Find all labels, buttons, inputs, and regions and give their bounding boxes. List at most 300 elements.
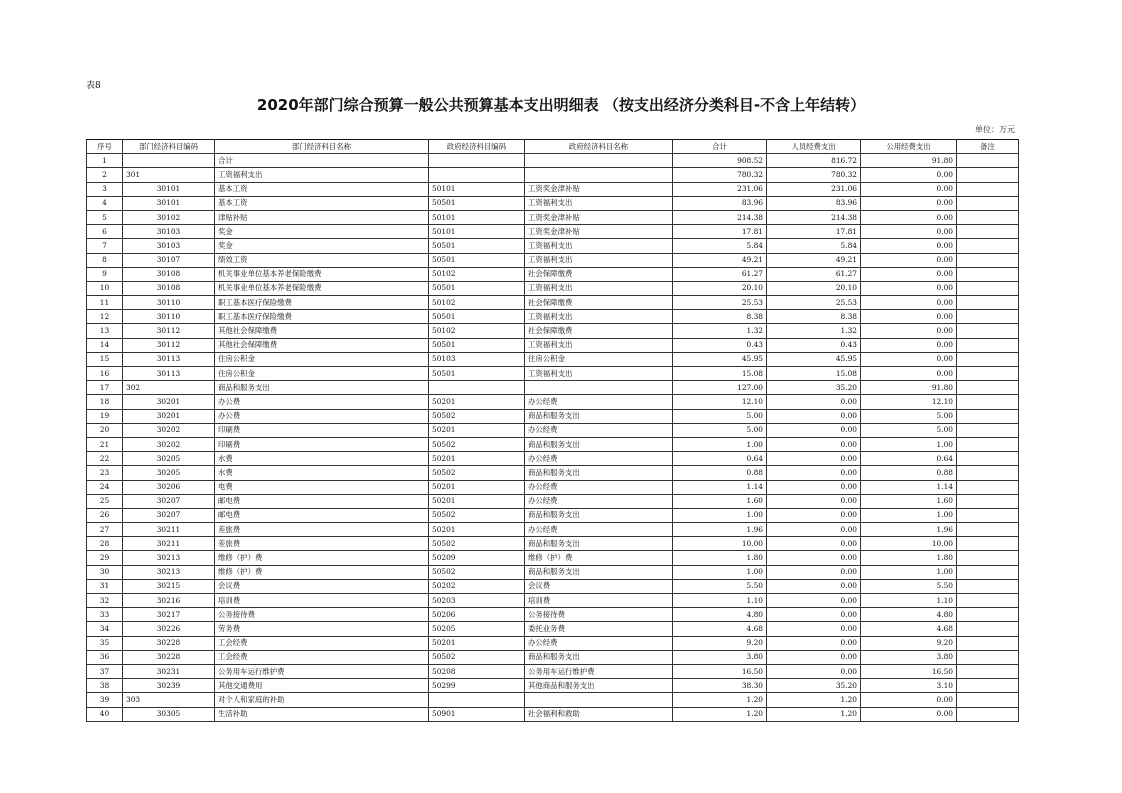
cell-gov-code: 50201 [429,480,525,494]
cell-total: 127.00 [673,381,767,395]
cell-gov-name: 工资奖金津补贴 [525,210,673,224]
table-header-row [87,140,1019,154]
cell-dept-code: 30112 [123,324,215,338]
cell-gov-name: 公务用车运行维护费 [525,664,673,678]
cell-public: 4.68 [861,622,957,636]
cell-gov-code: 50501 [429,367,525,381]
cell-note [957,480,1019,494]
cell-total: 9.20 [673,636,767,650]
cell-total: 1.60 [673,494,767,508]
cell-dept-name: 机关事业单位基本养老保险缴费 [215,267,429,281]
table-row [87,225,1019,239]
table-row [87,324,1019,338]
col-header-no: 序号 [87,140,123,154]
cell-total: 214.38 [673,210,767,224]
cell-dept-code: 30211 [123,523,215,537]
cell-dept-name: 差旅费 [215,523,429,537]
table-row [87,523,1019,537]
cell-no: 19 [87,409,123,423]
cell-public: 4.80 [861,608,957,622]
table-row [87,622,1019,636]
cell-no: 35 [87,636,123,650]
cell-dept-code: 30205 [123,466,215,480]
cell-note [957,381,1019,395]
cell-total: 1.96 [673,523,767,537]
cell-total: 8.38 [673,310,767,324]
cell-dept-code: 30112 [123,338,215,352]
cell-public: 5.00 [861,409,957,423]
cell-total: 20.10 [673,281,767,295]
cell-dept-name: 其他社会保障缴费 [215,338,429,352]
cell-gov-name [525,693,673,707]
cell-no: 38 [87,679,123,693]
cell-note [957,253,1019,267]
cell-gov-code: 50102 [429,296,525,310]
table-row [87,452,1019,466]
cell-public: 3.80 [861,650,957,664]
cell-personnel: 0.00 [767,480,861,494]
cell-no: 40 [87,707,123,721]
table-row [87,707,1019,721]
cell-note [957,466,1019,480]
cell-personnel: 1.20 [767,693,861,707]
cell-no: 5 [87,210,123,224]
cell-no: 9 [87,267,123,281]
cell-personnel: 0.00 [767,622,861,636]
cell-note [957,608,1019,622]
table-row [87,594,1019,608]
table-row [87,423,1019,437]
cell-no: 6 [87,225,123,239]
budget-table [86,139,1019,722]
cell-note [957,267,1019,281]
cell-dept-code: 30108 [123,281,215,295]
cell-dept-name: 职工基本医疗保险缴费 [215,296,429,310]
cell-dept-code: 30217 [123,608,215,622]
cell-no: 13 [87,324,123,338]
cell-dept-name: 其他社会保障缴费 [215,324,429,338]
cell-note [957,622,1019,636]
table-row [87,664,1019,678]
cell-public: 0.00 [861,196,957,210]
cell-personnel: 0.00 [767,423,861,437]
cell-dept-name: 津贴补贴 [215,210,429,224]
cell-dept-name: 工资福利支出 [215,168,429,182]
cell-personnel: 17.81 [767,225,861,239]
cell-gov-name: 其他商品和服务支出 [525,679,673,693]
cell-dept-code: 30231 [123,664,215,678]
cell-no: 25 [87,494,123,508]
cell-personnel: 8.38 [767,310,861,324]
table-row [87,636,1019,650]
cell-total: 10.00 [673,537,767,551]
cell-note [957,636,1019,650]
cell-personnel: 61.27 [767,267,861,281]
cell-dept-name: 奖金 [215,239,429,253]
cell-dept-name: 办公费 [215,409,429,423]
cell-personnel: 0.00 [767,551,861,565]
cell-no: 33 [87,608,123,622]
cell-gov-name: 工资福利支出 [525,310,673,324]
cell-dept-code: 30101 [123,182,215,196]
cell-no: 14 [87,338,123,352]
cell-total: 12.10 [673,395,767,409]
unit-label: 单位：万元 [975,125,1015,134]
cell-public: 12.10 [861,395,957,409]
cell-no: 24 [87,480,123,494]
cell-gov-code: 50201 [429,423,525,437]
table-row [87,168,1019,182]
cell-note [957,679,1019,693]
cell-note [957,310,1019,324]
cell-public: 0.00 [861,338,957,352]
cell-no: 30 [87,565,123,579]
table-row [87,267,1019,281]
cell-no: 20 [87,423,123,437]
cell-note [957,296,1019,310]
cell-note [957,168,1019,182]
table-row [87,296,1019,310]
cell-dept-name: 工会经费 [215,636,429,650]
cell-note [957,594,1019,608]
cell-dept-code: 30201 [123,395,215,409]
cell-public: 0.00 [861,281,957,295]
cell-personnel: 0.00 [767,537,861,551]
cell-no: 11 [87,296,123,310]
cell-dept-code: 30211 [123,537,215,551]
cell-personnel: 0.00 [767,650,861,664]
cell-personnel: 35.20 [767,679,861,693]
cell-total: 0.64 [673,452,767,466]
cell-dept-name: 水费 [215,452,429,466]
cell-dept-name: 会议费 [215,579,429,593]
col-header-dept-name: 部门经济科目名称 [215,140,429,154]
cell-gov-name: 住房公积金 [525,352,673,366]
cell-dept-name: 住房公积金 [215,367,429,381]
cell-dept-code: 30202 [123,423,215,437]
cell-no: 16 [87,367,123,381]
cell-public: 0.00 [861,239,957,253]
cell-public: 16.50 [861,664,957,678]
cell-gov-name: 办公经费 [525,494,673,508]
cell-public: 1.10 [861,594,957,608]
cell-gov-name: 工资福利支出 [525,253,673,267]
cell-total: 0.43 [673,338,767,352]
cell-note [957,182,1019,196]
cell-note [957,579,1019,593]
cell-personnel: 0.00 [767,608,861,622]
cell-no: 2 [87,168,123,182]
cell-personnel: 0.00 [767,664,861,678]
cell-no: 22 [87,452,123,466]
cell-gov-code: 50501 [429,338,525,352]
cell-public: 0.64 [861,452,957,466]
cell-dept-code: 30201 [123,409,215,423]
cell-dept-name: 印刷费 [215,437,429,451]
cell-dept-name: 培训费 [215,594,429,608]
cell-gov-code: 50201 [429,523,525,537]
cell-total: 17.81 [673,225,767,239]
cell-note [957,324,1019,338]
cell-dept-code: 30103 [123,239,215,253]
cell-dept-code [123,154,215,168]
cell-total: 1.20 [673,693,767,707]
cell-gov-code: 50209 [429,551,525,565]
cell-dept-name: 工会经费 [215,650,429,664]
cell-gov-code [429,693,525,707]
cell-gov-code: 50299 [429,679,525,693]
cell-public: 0.00 [861,707,957,721]
cell-gov-code: 50103 [429,352,525,366]
cell-dept-name: 维修（护）费 [215,551,429,565]
col-header-note: 备注 [957,140,1019,154]
table-row [87,650,1019,664]
cell-public: 0.00 [861,296,957,310]
cell-gov-code: 50202 [429,579,525,593]
cell-note [957,225,1019,239]
cell-total: 61.27 [673,267,767,281]
table-row [87,409,1019,423]
cell-personnel: 15.08 [767,367,861,381]
cell-dept-code: 30213 [123,565,215,579]
cell-gov-code [429,154,525,168]
cell-gov-name: 办公经费 [525,452,673,466]
cell-no: 1 [87,154,123,168]
cell-dept-name: 印刷费 [215,423,429,437]
table-row [87,210,1019,224]
table-row [87,480,1019,494]
cell-gov-name: 办公经费 [525,523,673,537]
cell-gov-name: 办公经费 [525,636,673,650]
cell-no: 15 [87,352,123,366]
cell-personnel: 231.06 [767,182,861,196]
cell-dept-name: 公务接待费 [215,608,429,622]
cell-personnel: 0.00 [767,409,861,423]
cell-public: 1.80 [861,551,957,565]
cell-gov-name: 商品和服务支出 [525,537,673,551]
cell-dept-code: 30202 [123,437,215,451]
cell-note [957,154,1019,168]
cell-total: 908.52 [673,154,767,168]
cell-no: 23 [87,466,123,480]
cell-no: 29 [87,551,123,565]
cell-gov-code: 50502 [429,508,525,522]
table-row [87,551,1019,565]
table-row [87,494,1019,508]
cell-dept-code: 30205 [123,452,215,466]
table-row [87,310,1019,324]
cell-personnel: 0.00 [767,508,861,522]
cell-gov-name: 社会保障缴费 [525,296,673,310]
cell-gov-code: 50101 [429,210,525,224]
cell-gov-code: 50205 [429,622,525,636]
cell-gov-code: 50101 [429,182,525,196]
cell-public: 10.00 [861,537,957,551]
cell-gov-name: 商品和服务支出 [525,409,673,423]
cell-gov-code: 50502 [429,466,525,480]
cell-gov-code: 50502 [429,409,525,423]
cell-dept-name: 机关事业单位基本养老保险缴费 [215,281,429,295]
cell-personnel: 25.53 [767,296,861,310]
cell-total: 3.80 [673,650,767,664]
cell-dept-code: 30207 [123,508,215,522]
cell-note [957,508,1019,522]
cell-total: 16.50 [673,664,767,678]
cell-total: 5.00 [673,409,767,423]
cell-no: 18 [87,395,123,409]
cell-total: 1.00 [673,437,767,451]
cell-note [957,338,1019,352]
cell-dept-code: 30226 [123,622,215,636]
cell-public: 0.00 [861,352,957,366]
cell-gov-code: 50502 [429,437,525,451]
cell-note [957,565,1019,579]
cell-gov-name: 委托业务费 [525,622,673,636]
cell-personnel: 0.00 [767,395,861,409]
cell-gov-name: 工资福利支出 [525,281,673,295]
cell-total: 45.95 [673,352,767,366]
cell-gov-name: 工资奖金津补贴 [525,225,673,239]
table-row [87,508,1019,522]
cell-total: 4.80 [673,608,767,622]
cell-public: 91.80 [861,154,957,168]
cell-personnel: 0.00 [767,565,861,579]
cell-no: 31 [87,579,123,593]
cell-no: 12 [87,310,123,324]
page-title: 2020年部门综合预算一般公共预算基本支出明细表 （按支出经济分类科目-不含上年结转） [256,96,866,114]
cell-gov-code: 50201 [429,452,525,466]
cell-public: 0.00 [861,693,957,707]
cell-total: 1.00 [673,565,767,579]
cell-gov-name: 商品和服务支出 [525,508,673,522]
cell-dept-name: 公务用车运行维护费 [215,664,429,678]
cell-total: 1.32 [673,324,767,338]
cell-gov-name [525,381,673,395]
cell-note [957,352,1019,366]
cell-no: 37 [87,664,123,678]
cell-note [957,494,1019,508]
cell-gov-name: 公务接待费 [525,608,673,622]
cell-note [957,239,1019,253]
cell-public: 1.60 [861,494,957,508]
cell-gov-code: 50101 [429,225,525,239]
cell-gov-name: 社会福利和救助 [525,707,673,721]
cell-personnel: 0.00 [767,523,861,537]
cell-gov-name: 商品和服务支出 [525,466,673,480]
cell-no: 3 [87,182,123,196]
cell-note [957,395,1019,409]
cell-gov-code: 50203 [429,594,525,608]
cell-total: 25.53 [673,296,767,310]
cell-total: 15.08 [673,367,767,381]
cell-gov-code: 50201 [429,636,525,650]
cell-no: 21 [87,437,123,451]
cell-dept-code: 30110 [123,310,215,324]
table-row [87,466,1019,480]
cell-no: 17 [87,381,123,395]
cell-gov-code: 50502 [429,650,525,664]
cell-total: 4.68 [673,622,767,636]
cell-personnel: 0.00 [767,452,861,466]
cell-dept-name: 奖金 [215,225,429,239]
cell-dept-name: 生活补助 [215,707,429,721]
cell-gov-code: 50206 [429,608,525,622]
cell-gov-code: 50501 [429,253,525,267]
cell-note [957,523,1019,537]
cell-public: 0.00 [861,168,957,182]
cell-dept-name: 差旅费 [215,537,429,551]
cell-dept-name: 邮电费 [215,508,429,522]
cell-gov-name: 工资福利支出 [525,367,673,381]
table-row [87,154,1019,168]
cell-gov-name: 商品和服务支出 [525,437,673,451]
cell-total: 1.00 [673,508,767,522]
cell-dept-code: 30206 [123,480,215,494]
cell-public: 0.00 [861,225,957,239]
table-row [87,608,1019,622]
cell-gov-name: 办公经费 [525,395,673,409]
col-header-gov-name: 政府经济科目名称 [525,140,673,154]
cell-no: 39 [87,693,123,707]
table-row [87,352,1019,366]
cell-note [957,210,1019,224]
cell-gov-code: 50102 [429,324,525,338]
cell-personnel: 214.38 [767,210,861,224]
cell-dept-name: 办公费 [215,395,429,409]
cell-gov-code: 50102 [429,267,525,281]
cell-dept-code: 302 [123,381,215,395]
col-header-gov-code: 政府经济科目编码 [429,140,525,154]
cell-total: 49.21 [673,253,767,267]
cell-dept-code: 30213 [123,551,215,565]
cell-public: 0.00 [861,310,957,324]
cell-no: 28 [87,537,123,551]
cell-note [957,664,1019,678]
cell-note [957,537,1019,551]
table-row [87,367,1019,381]
cell-public: 0.00 [861,367,957,381]
cell-dept-code: 303 [123,693,215,707]
cell-public: 5.50 [861,579,957,593]
cell-gov-name: 工资福利支出 [525,196,673,210]
cell-public: 1.00 [861,565,957,579]
cell-dept-name: 绩效工资 [215,253,429,267]
cell-total: 1.14 [673,480,767,494]
cell-personnel: 780.32 [767,168,861,182]
cell-note [957,367,1019,381]
table-row [87,679,1019,693]
cell-gov-name: 维修（护）费 [525,551,673,565]
cell-gov-name: 工资福利支出 [525,239,673,253]
cell-no: 8 [87,253,123,267]
cell-no: 26 [87,508,123,522]
cell-no: 7 [87,239,123,253]
cell-gov-code: 50501 [429,239,525,253]
table-row [87,338,1019,352]
cell-dept-code: 30228 [123,636,215,650]
cell-dept-name: 基本工资 [215,182,429,196]
cell-gov-name: 办公经费 [525,423,673,437]
table-row [87,579,1019,593]
cell-total: 780.32 [673,168,767,182]
cell-public: 1.14 [861,480,957,494]
table-row [87,381,1019,395]
cell-note [957,452,1019,466]
cell-no: 36 [87,650,123,664]
cell-dept-code: 30101 [123,196,215,210]
cell-dept-name: 合计 [215,154,429,168]
cell-gov-code: 50901 [429,707,525,721]
